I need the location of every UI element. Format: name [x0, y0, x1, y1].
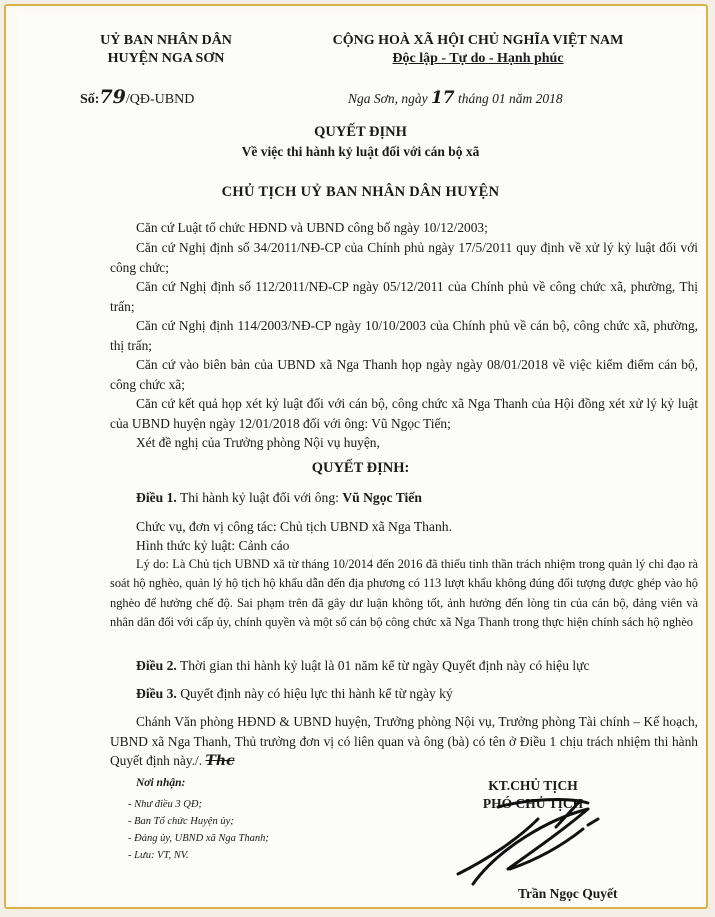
legal-basis-4: Căn cứ Nghị định 114/2003/NĐ-CP ngày 10/10/2003 của Chính phủ về cán bộ, công chức xã, phường, thị trấn;	[110, 318, 698, 353]
recipient-item: - Ban Tổ chức Huyện ủy;	[128, 816, 234, 827]
article-3	[136, 684, 453, 703]
responsible-text: Chánh Văn phòng HĐND & UBND huyện, Trưởng phòng Nội vụ, Trưởng phòng Tài chính – Kế hoạch, UBND xã Nga Thanh, Thủ trưởng đơn vị có liên quan và ông (bà) có tên ở Điều 1 chịu trách nhiệm thi hành Quyết định này./.	[110, 714, 698, 768]
document-date	[348, 88, 563, 108]
country-name: CỘNG HOÀ XÃ HỘI CHỦ NGHĨA VIỆT NAM	[332, 33, 624, 48]
signature-line1: KT.CHỦ TỊCH	[488, 778, 578, 793]
decision-heading: QUYẾT ĐỊNH:	[311, 460, 410, 476]
date-prefix: Nga Sơn, ngày	[348, 91, 428, 106]
number-handwritten: 79	[99, 86, 126, 108]
signature-line2: PHÓ CHỦ TỊCH	[482, 796, 584, 811]
article-1	[136, 488, 422, 507]
number-prefix: Số:	[80, 92, 100, 107]
recipients-list	[128, 796, 269, 864]
recipients-heading: Nơi nhận:	[136, 777, 186, 789]
article-2	[136, 656, 590, 675]
legal-basis-2: Căn cứ Nghị định số 34/2011/NĐ-CP của Chính phủ ngày 17/5/2011 quy định về xử lý kỷ luật đối với công chức;	[110, 240, 698, 275]
document-subject: Về việc thi hành kỷ luật đối với cán bộ xã	[241, 144, 480, 159]
page-frame	[4, 4, 708, 909]
drafter-initials: Thc	[205, 753, 235, 769]
issuing-authority: CHỦ TỊCH UỶ BAN NHÂN DÂN HUYỆN	[221, 184, 500, 200]
date-suffix: tháng 01 năm 2018	[458, 91, 563, 106]
legal-basis-5: Căn cứ vào biên bản của UBND xã Nga Thanh họp ngày ngày 08/01/2018 về việc kiểm điểm cán bộ, công chức xã;	[110, 357, 698, 392]
article-2-label: Điều 2.	[136, 658, 177, 673]
recipient-item: - Như điều 3 QĐ;	[128, 799, 202, 810]
article-3-responsible	[110, 712, 698, 772]
legal-basis-1: Căn cứ Luật tổ chức HĐND và UBND công bố ngày 10/12/2003;	[136, 220, 488, 235]
article-1-person: Vũ Ngọc Tiến	[342, 490, 422, 505]
document-title: QUYẾT ĐỊNH	[314, 124, 407, 140]
article-1-reason: Lý do: Là Chủ tịch UBND xã từ tháng 10/2014 đến 2016 đã thiếu tinh thần trách nhiệm trong quản lý chỉ đạo rà soát hộ nghèo, quản lý hộ tịch hộ khẩu dẫn đến địa phương có 113 lượt khẩu không đúng đối tượng được ghép vào hộ nghèo để hưởng chế độ. Sai phạm trên đã gây dư luận không tốt, ảnh hưởng đến lòng tin của cán bộ, đảng viên và nhân dân đối với cấp ủy, chính quyền và một số cán bộ công chức xã Nga Thanh trong thực hiện chính sách hộ nghèo	[110, 557, 698, 630]
article-1-form: Hình thức kỷ luật: Cảnh cáo	[136, 538, 290, 553]
article-1-text: Thi hành kỷ luật đối với ông:	[179, 490, 339, 505]
recipient-item: - Đảng ủy, UBND xã Nga Thanh;	[128, 833, 269, 844]
article-1-label: Điều 1.	[136, 490, 177, 505]
article-3-text: Quyết định này có hiệu lực thi hành kể từ ngày ký	[180, 686, 453, 701]
legal-basis-6: Căn cứ kết quả họp xét kỷ luật đối với cán bộ, công chức xã Nga Thanh của Hội đồng xét xử lý kỷ luật của UBND huyện ngày 12/01/2018 đối với ông: Vũ Ngọc Tiến;	[110, 396, 698, 431]
recipient-item: - Lưu: VT, NV.	[128, 850, 189, 861]
agency-line2: HUYỆN NGA SƠN	[107, 51, 225, 66]
article-2-text: Thời gian thi hành kỷ luật là 01 năm kể từ ngày Quyết định này có hiệu lực	[179, 658, 590, 673]
document-page	[18, 14, 703, 906]
article-3-label: Điều 3.	[136, 686, 177, 701]
agency-line1: UỶ BAN NHÂN DÂN	[100, 33, 232, 48]
document-number	[80, 86, 194, 108]
date-day: 17	[430, 88, 455, 108]
signer-name: Trần Ngọc Quyết	[518, 886, 618, 901]
number-suffix: /QĐ-UBND	[125, 92, 195, 107]
handwritten-signature	[438, 789, 638, 889]
national-title	[288, 32, 668, 68]
agency-name	[76, 32, 256, 68]
motto: Độc lập - Tự do - Hạnh phúc	[392, 51, 564, 66]
legal-basis-3: Căn cứ Nghị định số 112/2011/NĐ-CP ngày 05/12/2011 của Chính phủ về công chức xã, phường, Thị trấn;	[110, 279, 698, 314]
legal-basis-7: Xét đề nghị của Trưởng phòng Nội vụ huyện,	[136, 435, 380, 450]
article-1-position: Chức vụ, đơn vị công tác: Chủ tịch UBND xã Nga Thanh.	[136, 519, 452, 534]
